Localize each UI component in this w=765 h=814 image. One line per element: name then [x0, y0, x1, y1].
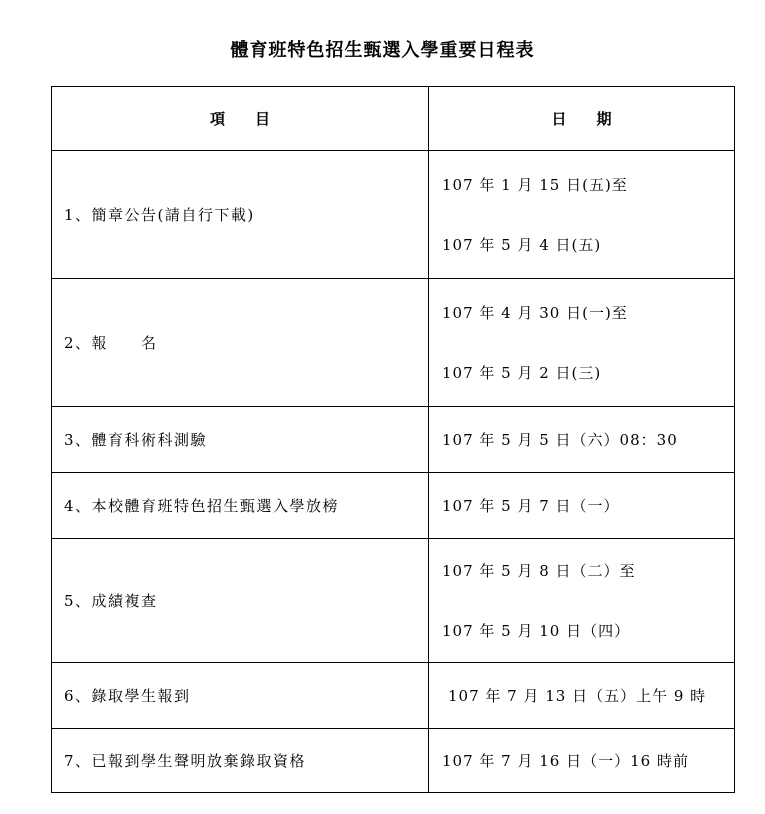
date-single: 107 年 7 月 16 日（一）16 時前: [442, 751, 689, 770]
row-date-cell: [429, 407, 735, 473]
date-start: 107 年 5 月 8 日（二）至: [442, 561, 636, 580]
row-item-label: 7、已報到學生聲明放棄錄取資格: [52, 729, 429, 793]
row-date-cell: [429, 729, 735, 793]
table-row: [52, 539, 735, 663]
header-item: 項 目: [52, 87, 429, 151]
table-row: [52, 663, 735, 729]
date-end: 107 年 5 月 4 日(五): [442, 235, 602, 254]
row-item-label: 3、體育科術科測驗: [52, 407, 429, 473]
row-item-label: 4、本校體育班特色招生甄選入學放榜: [52, 473, 429, 539]
row-date-cell: [429, 151, 735, 279]
date-start: 107 年 1 月 15 日(五)至: [442, 175, 628, 194]
date-start: 107 年 4 月 30 日(一)至: [442, 303, 628, 322]
table-row: [52, 407, 735, 473]
date-end: 107 年 5 月 2 日(三): [442, 363, 602, 382]
table-row: [52, 151, 735, 279]
date-end: 107 年 5 月 10 日（四）: [442, 621, 631, 640]
row-date-cell: [429, 663, 735, 729]
document-title: 體育班特色招生甄選入學重要日程表: [230, 40, 535, 61]
row-item-label: 5、成績複查: [52, 539, 429, 663]
row-item-label: 6、錄取學生報到: [52, 663, 429, 729]
row-date-cell: [429, 539, 735, 663]
table-row: [52, 729, 735, 793]
table-row: [52, 279, 735, 407]
row-date-cell: [429, 473, 735, 539]
table-header-row: [52, 87, 735, 151]
table-row: [52, 473, 735, 539]
date-single: 107 年 5 月 7 日（一）: [442, 496, 620, 515]
date-single: 107 年 7 月 13 日（五）上午 9 時: [448, 686, 707, 705]
schedule-table: [51, 86, 735, 793]
row-item-label: 1、簡章公告(請自行下載): [52, 151, 429, 279]
header-date: 日 期: [429, 87, 735, 151]
date-single: 107 年 5 月 5 日（六）08：30: [442, 430, 678, 449]
row-item-label: 2、報 名: [52, 279, 429, 407]
row-date-cell: [429, 279, 735, 407]
